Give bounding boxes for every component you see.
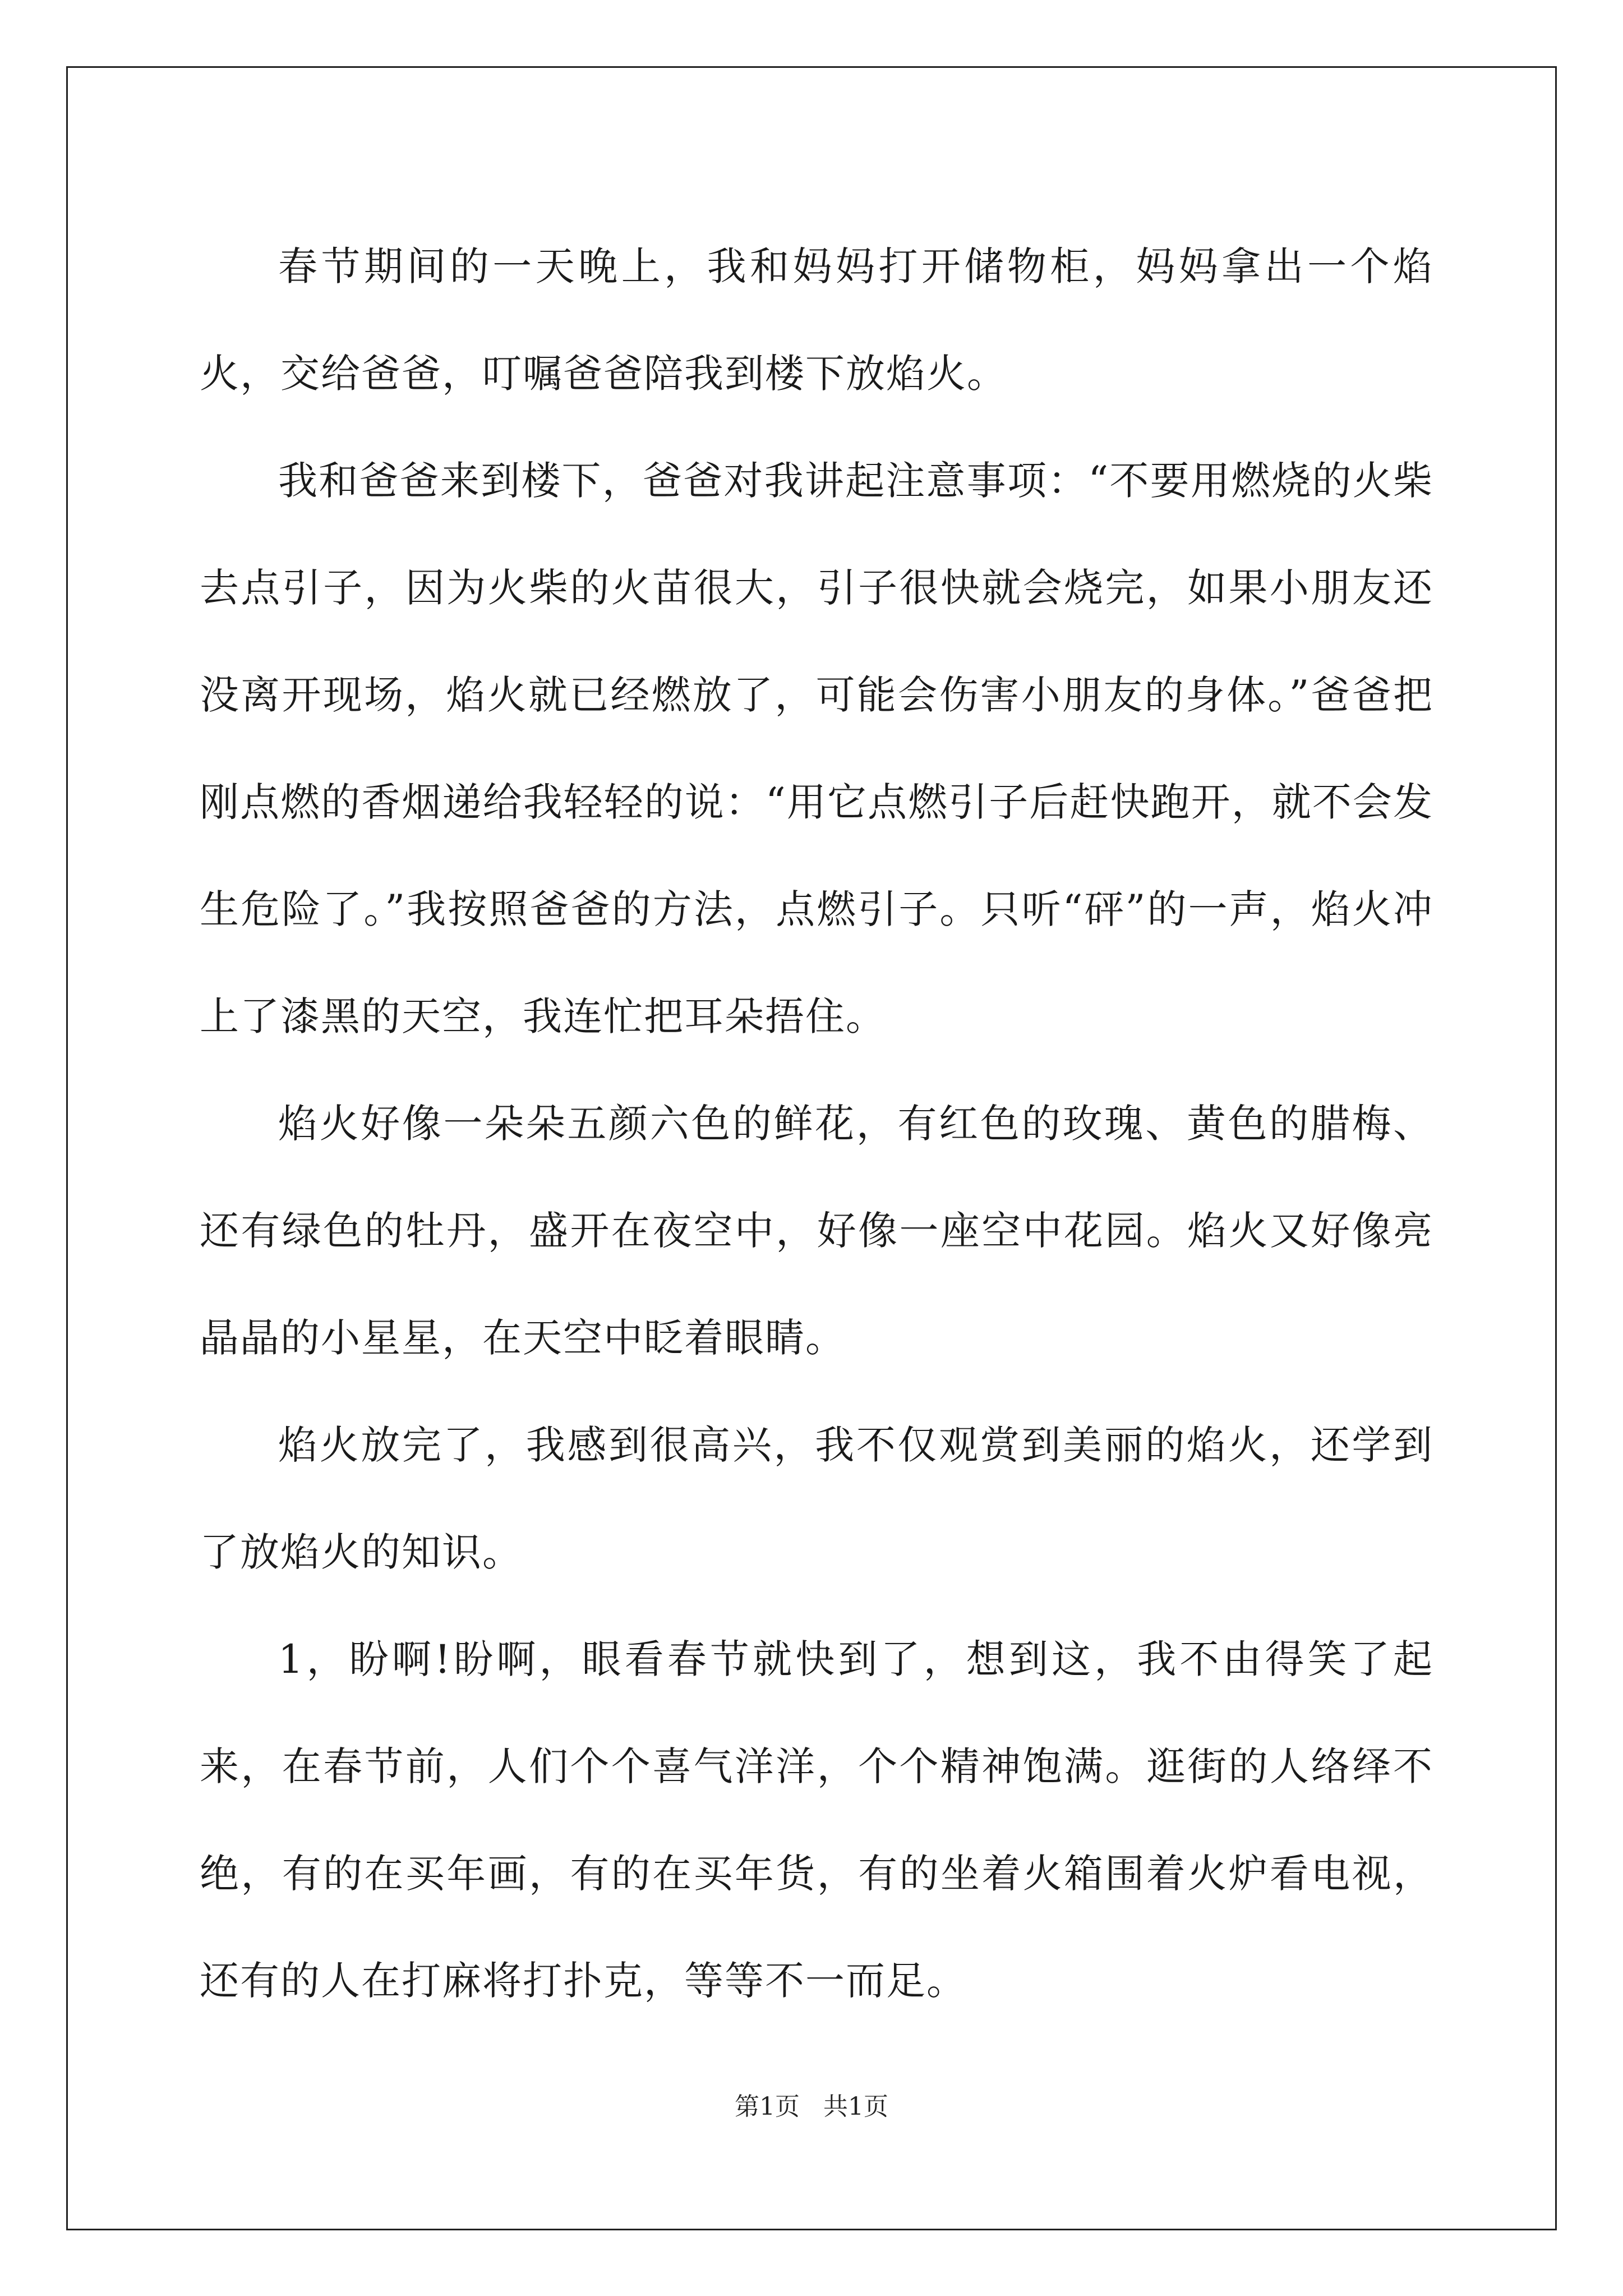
paragraph-2: 我和爸爸来到楼下，爸爸对我讲起注意事项：“不要用燃烧的火柴去点引子，因为火柴的火苗很大，引子很快就会烧完，如果小朋友还没离开现场，焰火就已经燃放了，可能会伤害小朋友的身体。”爸爸把刚点燃的香烟递给我轻轻的说：“用它点燃引子后赶快跑开，就不会发生危险了。”我按照爸爸的方法，点燃引子。只听“砰”的一声，焰火冲上了漆黑的天空，我连忙把耳朵捂住。 xyxy=(200,458,1433,1039)
paragraph-4: 焰火放完了，我感到很高兴，我不仅观赏到美丽的焰火，还学到了放焰火的知识。 xyxy=(200,1422,1433,1575)
page-number: 第1页 xyxy=(735,2092,800,2121)
page-total: 共1页 xyxy=(823,2092,888,2121)
paragraph-5: 1，盼啊!盼啊，眼看春节就快到了，想到这，我不由得笑了起来，在春节前，人们个个喜气洋洋，个个精神饱满。逛街的人络绎不绝，有的在买年画，有的在买年货，有的坐着火箱围着火炉看电视，还有的人在打麻将打扑克，等等不一而足。 xyxy=(200,1636,1433,2004)
paragraph-3: 焰火好像一朵朵五颜六色的鲜花，有红色的玫瑰、黄色的腊梅、还有绿色的牡丹，盛开在夜空中，好像一座空中花园。焰火又好像亮晶晶的小星星，在天空中眨着眼睛。 xyxy=(200,1101,1433,1361)
document-body xyxy=(200,213,1433,2035)
page-footer xyxy=(0,2090,1623,2124)
paragraph-1: 春节期间的一天晚上，我和妈妈打开储物柜，妈妈拿出一个焰火，交给爸爸，叮嘱爸爸陪我到楼下放焰火。 xyxy=(200,243,1433,397)
